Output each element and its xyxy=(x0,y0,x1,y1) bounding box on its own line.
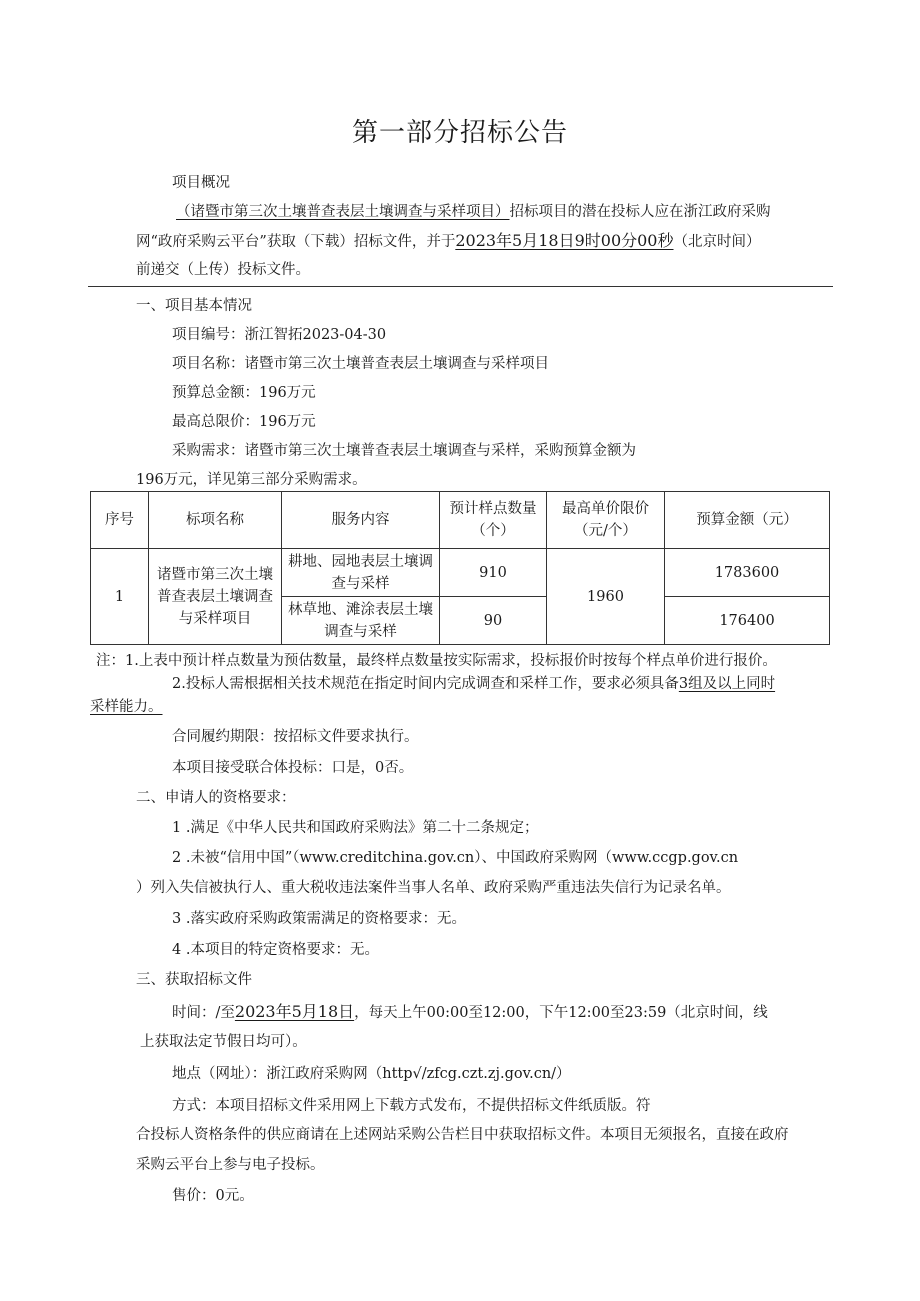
deadline-underlined: 2023年5月18日9时00分00秒 xyxy=(455,231,674,250)
note-underlined: 采样能力。 xyxy=(90,699,163,715)
budget-amount: 1783600 xyxy=(665,549,830,597)
page-title: 第一部分招标公告 xyxy=(351,118,568,148)
section2-heading: 二、申请人的资格要求： xyxy=(136,790,296,806)
sale-price: 售价：0元。 xyxy=(172,1188,254,1204)
acquire-time-line-2: 上获取法定节假日均可）。 xyxy=(140,1034,307,1050)
requirement-1: 1 .满足《中华人民共和国政府采购法》第二十二条规定； xyxy=(172,820,539,836)
overview-para-line-1 xyxy=(176,202,771,222)
acquire-method-line-3: 采购云平台上参与电子投标。 xyxy=(136,1157,325,1173)
contract-term: 合同履约期限：按招标文件要求执行。 xyxy=(172,729,419,745)
acquire-place: 地点（网址）：浙江政府采购网（http√/zfcg.czt.zj.gov.cn/） xyxy=(172,1066,571,1082)
time-text: ，每天上午00:00至12:00，下午12:00至23:59（北京时间，线 xyxy=(354,1005,768,1021)
requirement-4: 4 .本项目的特定资格要求：无。 xyxy=(172,942,379,958)
demand-line-2: 196万元，详见第三部分采购需求。 xyxy=(136,472,367,488)
budget-amount: 176400 xyxy=(665,597,830,645)
divider xyxy=(88,286,833,287)
header-cell: 标项名称 xyxy=(149,492,282,549)
table-row xyxy=(91,549,830,597)
acquire-time-line-1 xyxy=(172,1002,768,1023)
header-cell: 预算金额（元） xyxy=(665,492,830,549)
demand-line-1: 采购需求：诸暨市第三次土壤普查表层土壤调查与采样，采购预算金额为 xyxy=(172,443,636,459)
service-content: 林草地、滩涂表层土壤调查与采样 xyxy=(282,597,440,645)
requirement-2-line-1: 2 .未被“信用中国”（www.creditchina.gov.cn）、中国政府采购网（www.ccgp.gov.cn xyxy=(172,850,739,866)
table-header-row xyxy=(91,492,830,549)
overview-heading: 项目概况 xyxy=(172,175,230,191)
max-total-price: 最高总限价：196万元 xyxy=(172,414,316,430)
unit-price-limit: 1960 xyxy=(547,549,665,645)
note-2-line-2 xyxy=(90,697,163,717)
header-cell: 序号 xyxy=(91,492,149,549)
overview-text: （北京时间） xyxy=(673,234,761,250)
overview-para-line-3: 前递交（上传）投标文件。 xyxy=(136,262,310,278)
project-name-underlined: （诸暨市第三次土壤普查表层土壤调查与采样项目） xyxy=(176,204,510,220)
time-text: 时间：/至 xyxy=(172,1005,235,1021)
header-cell: 最高单价限价（元/个） xyxy=(547,492,665,549)
requirement-2-line-2: ）列入失信被执行人、重大税收违法案件当事人名单、政府采购严重违法失信行为记录名单。 xyxy=(136,880,731,896)
overview-text: 网“政府采购云平台”获取（下载）招标文件，并于 xyxy=(136,234,456,250)
sample-count: 910 xyxy=(440,549,547,597)
note-underlined: 3组及以上同时 xyxy=(678,676,776,692)
lot-name: 诸暨市第三次土壤普查表层土壤调查与采样项目 xyxy=(149,549,282,645)
section1-heading: 一、项目基本情况 xyxy=(136,298,252,314)
acquire-method-line-2: 合投标人资格条件的供应商请在上述网站采购公告栏目中获取招标文件。本项目无须报名，直接在政府 xyxy=(136,1127,789,1143)
overview-para-line-2 xyxy=(136,231,761,252)
section3-heading: 三、获取招标文件 xyxy=(136,972,252,988)
note-text: 2.投标人需根据相关技术规范在指定时间内完成调查和采样工作，要求必须具备 xyxy=(172,676,679,692)
note-1: 注：1.上表中预计样点数量为预估数量，最终样点数量按实际需求，投标报价时按每个样点单价进行报价。 xyxy=(96,653,777,669)
overview-text: 招标项目的潜在投标人应在浙江政府采购 xyxy=(509,204,771,220)
lot-index: 1 xyxy=(91,549,149,645)
budget-total: 预算总金额：196万元 xyxy=(172,385,316,401)
date-underlined: 2023年5月18日 xyxy=(234,1002,355,1021)
lot-table xyxy=(90,491,830,645)
header-cell: 服务内容 xyxy=(282,492,440,549)
acquire-method-line-1: 方式：本项目招标文件采用网上下载方式发布，不提供招标文件纸质版。符 xyxy=(172,1098,651,1114)
requirement-3: 3 .落实政府采购政策需满足的资格要求：无。 xyxy=(172,911,466,927)
service-content: 耕地、园地表层土壤调查与采样 xyxy=(282,549,440,597)
sample-count: 90 xyxy=(440,597,547,645)
project-name: 项目名称：诸暨市第三次土壤普查表层土壤调查与采样项目 xyxy=(172,356,549,372)
header-cell: 预计样点数量（个） xyxy=(440,492,547,549)
project-number: 项目编号：浙江智拓2023-04-30 xyxy=(172,327,387,343)
consortium-bid: 本项目接受联合体投标：口是，0否。 xyxy=(172,760,414,776)
note-2-line-1 xyxy=(172,674,775,694)
